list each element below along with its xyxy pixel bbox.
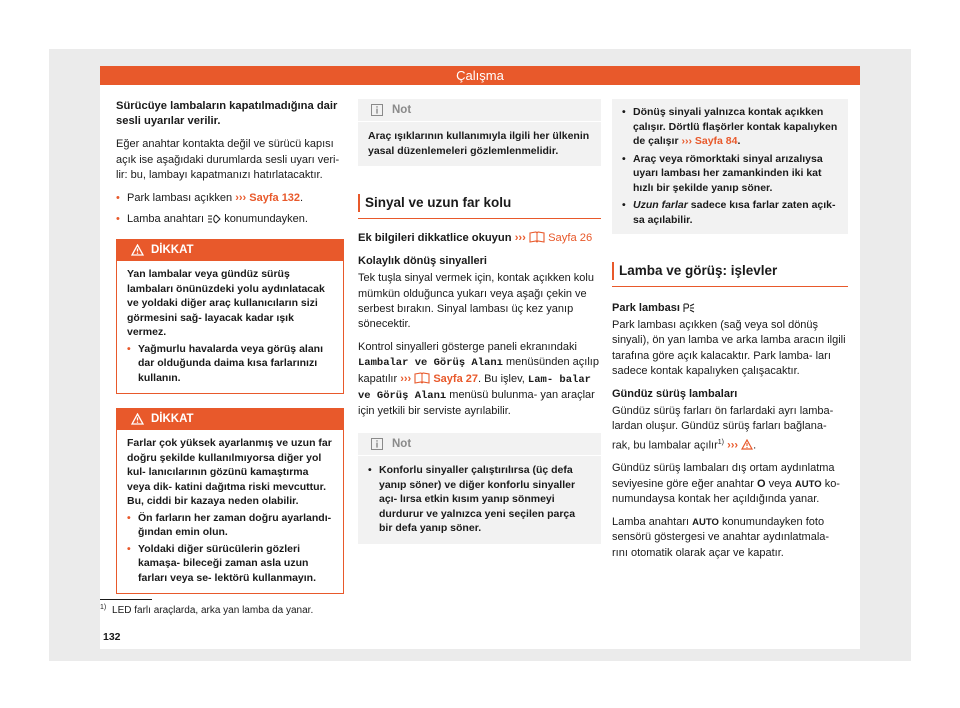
parking-light-icon: [683, 303, 695, 313]
page-link[interactable]: Sayfa 132: [249, 192, 301, 205]
list-item: • Ön farların her zaman doğru ayarlandı- ğından emin olun.: [127, 511, 332, 539]
page-number: 132: [103, 631, 121, 643]
switch-position-auto: AUTO: [794, 478, 822, 490]
list-item: • Yoldaki diğer sürücülerin gözleri kamaşa- bileceği zaman asla uzun farları veya se- lektörü kullanmayın.: [127, 542, 316, 584]
arrow-icon: ›››: [235, 192, 247, 205]
note-box: [358, 99, 601, 166]
footnote: $^{1)}$ LED farlı araçlarda, arka yan lamba da yanar.: [100, 604, 314, 617]
warning-box: [116, 239, 344, 394]
section-heading-block: [358, 194, 601, 219]
warning-header: DİKKAT: [117, 240, 343, 261]
subheading: Kolaylık dönüş sinyalleri: [358, 255, 487, 268]
column-3: [612, 99, 848, 569]
bullet-icon: •: [116, 192, 120, 205]
arrow-icon: ›››: [514, 232, 526, 244]
warning-body: Yan lambalar veya gündüz sürüş lambaları önünüzdeki yolu aydınlatacak ve yoldaki diğer araç kullanıcıların sizi görmesini sağ- layacak kadar ışık vermez. • Yağmurlu havalarda veya görüş alanı dar olduğunda daima kısa farlarınızı kullanın.: [117, 261, 343, 393]
info-icon: [371, 104, 383, 116]
switch-position-o: O: [756, 477, 766, 490]
section-rule: [612, 286, 848, 287]
footnote-rule: [100, 599, 152, 600]
column-1: [116, 99, 344, 594]
bullet-icon: •: [116, 213, 120, 226]
list-item: • Konforlu sinyaller çalıştırılırsa (üç defa yanıp söner) ve diğer konforlu sinyaller açı- lırsa etkin kısım yanıp sönmeyi durdurur ve yalnızca yeni seçilen parça bir defa yanıp söner.: [368, 464, 576, 535]
warning-box: [116, 408, 344, 594]
info-icon: [371, 438, 383, 450]
note-body: Araç ışıklarının kullanımıyla ilgili her ülkenin yasal düzenlemeleri gözlemlenmelidir.: [368, 130, 590, 157]
arrow-icon: ›››: [727, 439, 739, 452]
note-header: Not: [358, 433, 601, 456]
warning-header: DİKKAT: [117, 409, 343, 430]
book-icon: [414, 372, 430, 384]
page-link[interactable]: Sayfa 84: [694, 135, 738, 147]
paragraph: Kontrol sinyalleri gösterge paneli ekranındaki Lambalar ve Görüş Alanı menüsünden açılıp kapatılır ››› Sayfa 27. Bu işlev, Lam- balar ve Görüş Alanı menüsü bulunma- yan araçlar için yetkili bir serviste ayrılabilir.: [358, 341, 599, 418]
list-item: • Park lambası açıkken ››› Sayfa 132.: [116, 191, 344, 206]
warning-icon: [741, 439, 753, 450]
list-item: • Yağmurlu havalarda veya görüş alanı dar olduğunda daima kısa farlarınızı kullanın.: [127, 342, 323, 384]
list-item: • Araç veya römorktaki sinyal arızalıysa uyarı lambası her zamankinden iki kat hızlı bir şekilde yanıp söner.: [622, 152, 823, 194]
intro-paragraph: Eğer anahtar kontakta değil ve sürücü kapısı açık ise aşağıdaki durumlarda sesli uyarı veri- lir: bu, lambayı kapatmanızı hatırlatacaktır.: [116, 138, 340, 181]
paragraph: Gündüz sürüş farları ön farlardaki ayrı lamba- lardan oluşur. Gündüz sürüş farları bağlana- rak, bu lambalar açılır$^{1)}$ ››› .: [612, 405, 834, 452]
page-link[interactable]: Sayfa 26: [548, 232, 593, 244]
bullet-icon: •: [622, 106, 626, 118]
extra-info: Ek bilgileri dikkatlice okuyun ››› Sayfa 26: [358, 232, 593, 244]
paragraph: Gündüz sürüş lambaları dış ortam aydınlatma seviyesine göre eğer anahtar O veya AUTO ko- numundaysa kontak her açıldığında yanar.: [612, 462, 840, 505]
note-header: Not: [358, 99, 601, 122]
section-title: Lamba ve görüş: işlevler: [612, 262, 848, 280]
page-header: Çalışma: [100, 66, 860, 85]
subheading: Gündüz sürüş lambaları: [612, 388, 738, 401]
bullet-icon: •: [622, 199, 626, 211]
menu-name: Lambalar ve Görüş Alanı: [358, 357, 503, 370]
note-body: [612, 99, 848, 234]
bullet-icon: •: [622, 152, 626, 165]
arrow-icon: ›››: [400, 372, 412, 385]
list-item: • Dönüş sinyali yalnızca kontak açıkken çalışır. Dörtlü flaşörler kontak kapalıyken de çalışır ››› Sayfa 84.: [622, 106, 838, 147]
warning-body: Farlar çok yüksek ayarlanmış ve uzun far doğru şekilde kullanılmıyorsa diğer yol kul- lanıcılarının gözünü kamaştırma veya dik- katini dağıtma riski mevcuttur. Bu, ciddi bir kazaya neden olabilir. • Ön farların her zaman doğru ayarlandı- ğından emin olun. • Yoldaki diğer sürücülerin gözleri kamaşa- bileceği zaman asla uzun farları veya se- lektörü kullanmayın.: [127, 437, 332, 584]
column-2: [358, 99, 601, 544]
paragraph: Park lambası açıkken (sağ veya sol dönüş sinyali), ön yan lamba ve arka lamba aracın ilgili tarafına göre açık kalacaktır. Park lamba- ları sadece kontak kapalıyken çalışacaktır.: [612, 319, 846, 377]
list-item: • Uzun farlar sadece kısa farlar zaten açık- sa açılabilir.: [622, 199, 836, 226]
menu-name: Lam- balar ve Görüş Alanı: [358, 373, 591, 402]
list-item: • Lamba anahtarı konumundayken.: [116, 212, 344, 227]
bullet-icon: •: [127, 511, 131, 524]
note-box: [612, 99, 848, 234]
fog-light-icon: [207, 214, 221, 224]
paragraph: Lamba anahtarı AUTO konumundayken foto sensörü göstergesi ve anahtar aydınlatmala- rını otomatik olarak açar ve kapatır.: [612, 516, 830, 559]
bullet-icon: •: [127, 542, 131, 555]
warning-icon: [131, 413, 144, 425]
paragraph: Tek tuşla sinyal vermek için, kontak açıkken kolu mümkün olduğunca yukarı veya aşağı çekin ve serbest bırakın. Sinyal lambası üç kez yanıp sönecektir.: [358, 272, 594, 331]
switch-position-auto: AUTO: [692, 517, 719, 529]
page-link[interactable]: Sayfa 27: [433, 372, 478, 385]
intro-heading: Sürücüye lambaların kapatılmadığına dair sesli uyarılar verilir.: [116, 100, 338, 128]
bullet-icon: •: [368, 464, 372, 477]
warning-icon: [131, 244, 144, 256]
section-rule: [358, 218, 601, 219]
note-body: [358, 456, 601, 544]
subheading: Park lambası: [612, 301, 848, 316]
section-title: Sinyal ve uzun far kolu: [358, 194, 601, 212]
note-box: [358, 433, 601, 544]
section-heading-block: [612, 262, 848, 287]
book-icon: [529, 231, 545, 243]
arrow-icon: ›››: [681, 135, 692, 147]
bullet-icon: •: [127, 342, 131, 355]
